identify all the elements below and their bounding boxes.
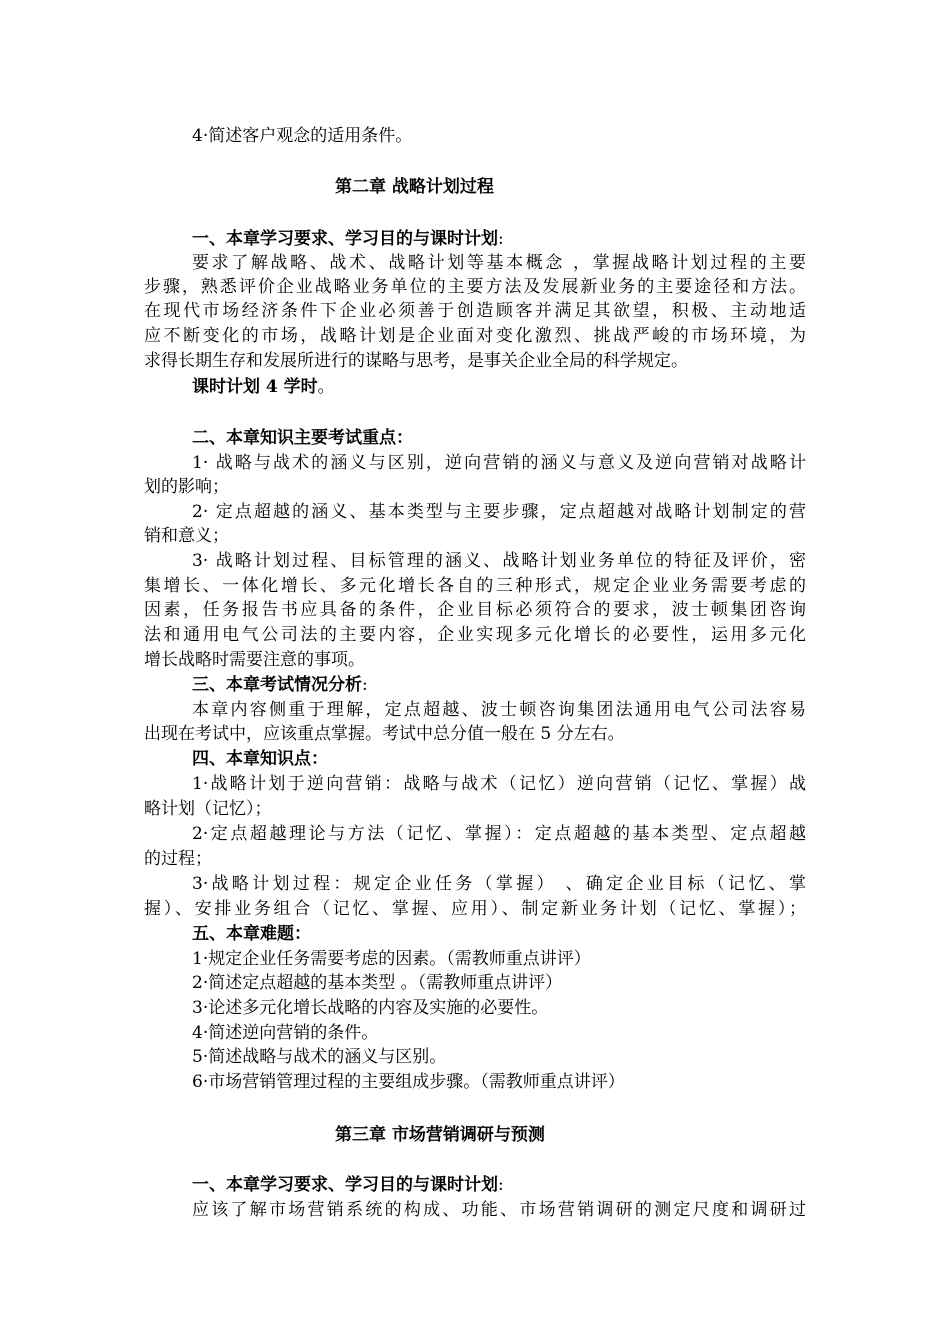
ch2-sec1-heading-line — [192, 228, 504, 250]
ch2-sec1-line-5: 求得长期生存和发展所进行的谋略与思考，是事关企业全局的科学规定。 — [144, 351, 688, 371]
ch2-sec4-line-4: 的过程； — [144, 849, 212, 869]
ch2-sec4-line-6: 握）、安排业务组合（记忆、掌握、应用）、制定新业务计划（记忆、掌握）； — [144, 899, 806, 919]
ch3-sec1-heading-line — [192, 1174, 504, 1196]
ch2-sec1-line-1: 要求了解战略、战术、战略计划等基本概念 ，掌握战略计划过程的主要 — [192, 253, 806, 273]
ch2-sec4-line-2: 略计划（记忆）； — [144, 799, 272, 819]
ch2-sec5-item-4: 4·简述逆向营销的条件。 — [192, 1023, 379, 1043]
ch2-sec1-line-4: 应不断变化的市场，战略计划是企业面对变化激烈、挑战严峻的市场环境，为 — [144, 326, 806, 346]
ch2-sec2-line-3: 2· 定点超越的涵义、基本类型与主要步骤，定点超越对战略计划制定的营 — [192, 502, 806, 522]
ch2-sec3-line-1: 本章内容侧重于理解，定点超越、波士顿咨询集团法通用电气公司法容易 — [192, 700, 806, 720]
ch2-hours: 课时计划 4 学时 — [192, 377, 318, 397]
ch2-hours-end: 。 — [317, 377, 335, 397]
ch2-sec2-line-8: 法和通用电气公司法的主要内容，企业实现多元化增长的必要性，运用多元化 — [144, 625, 806, 645]
ch2-sec5-item-2: 2·简述定点超越的基本类型 。（需教师重点讲评） — [192, 973, 563, 993]
ch2-sec1-line-2: 步骤，熟悉评价企业战略业务单位的主要方法及发展新业务的主要途径和方法。 — [144, 277, 806, 297]
ch2-sec5-item-5: 5·简述战略与战术的涵义与区别。 — [192, 1047, 447, 1067]
ch2-sec2-line-7: 因素，任务报告书应具备的条件，企业目标必须符合的要求，波士顿集团咨询 — [144, 600, 806, 620]
ch2-sec3-heading-line — [192, 674, 368, 696]
ch2-hours-line — [192, 376, 335, 398]
chapter-3-title: 第三章 市场营销调研与预测 — [335, 1125, 545, 1145]
ch2-sec2-line-5: 3· 战略计划过程、目标管理的涵义、战略计划业务单位的特征及评价，密 — [192, 551, 806, 571]
ch2-sec2-line-9: 增长战略时需要注意的事项。 — [144, 650, 365, 670]
ch3-sec1-heading-colon: : — [498, 1175, 504, 1195]
ch2-sec3-line-2: 出现在考试中，应该重点掌握。考试中总分值一般在 5 分左右。 — [144, 724, 625, 744]
ch2-sec2-line-2: 划的影响； — [144, 477, 229, 497]
ch2-sec4-line-1: 1·战略计划于逆向营销：战略与战术（记忆）逆向营销（记忆、掌握）战 — [192, 774, 806, 794]
ch2-sec2-line-6: 集增长、一体化增长、多元化增长各自的三种形式，规定企业业务需要考虑的 — [144, 576, 806, 596]
ch2-sec1-heading: 一、本章学习要求、学习目的与课时计划 — [192, 229, 498, 249]
ch2-sec3-heading: 三、本章考试情况分析 — [192, 675, 362, 695]
previous-question: 4·简述客户观念的适用条件。 — [192, 126, 413, 146]
ch2-sec4-heading: 四、本章知识点： — [192, 749, 328, 769]
ch2-sec5-item-6: 6·市场营销管理过程的主要组成步骤。（需教师重点讲评） — [192, 1072, 625, 1092]
ch2-sec4-line-5: 3·战略计划过程：规定企业任务（掌握） 、确定企业目标（记忆、掌 — [192, 874, 806, 894]
ch2-sec2-line-1: 1· 战略与战术的涵义与区别，逆向营销的涵义与意义及逆向营销对战略计 — [192, 453, 806, 473]
ch3-sec1-heading: 一、本章学习要求、学习目的与课时计划 — [192, 1175, 498, 1195]
ch2-sec5-item-1: 1·规定企业任务需要考虑的因素。（需教师重点讲评） — [192, 949, 591, 969]
ch2-sec1-heading-colon: : — [498, 229, 504, 249]
ch2-sec1-line-3: 在现代市场经济条件下企业必须善于创造顾客并满足其欲望，积极、主动地适 — [144, 301, 806, 321]
ch3-sec1-line-1: 应该了解市场营销系统的构成、功能、市场营销调研的测定尺度和调研过 — [192, 1200, 806, 1220]
ch2-sec3-heading-colon: : — [362, 675, 368, 695]
ch2-sec5-item-3: 3·论述多元化增长战略的内容及实施的必要性。 — [192, 998, 549, 1018]
ch2-sec5-heading: 五、本章难题： — [192, 924, 311, 944]
ch2-sec4-line-3: 2·定点超越理论与方法（记忆、掌握）：定点超越的基本类型、定点超越 — [192, 824, 806, 844]
ch2-sec2-line-4: 销和意义； — [144, 526, 229, 546]
chapter-2-title: 第二章 战略计划过程 — [335, 177, 494, 197]
ch2-sec2-heading: 二、本章知识主要考试重点： — [192, 428, 413, 448]
